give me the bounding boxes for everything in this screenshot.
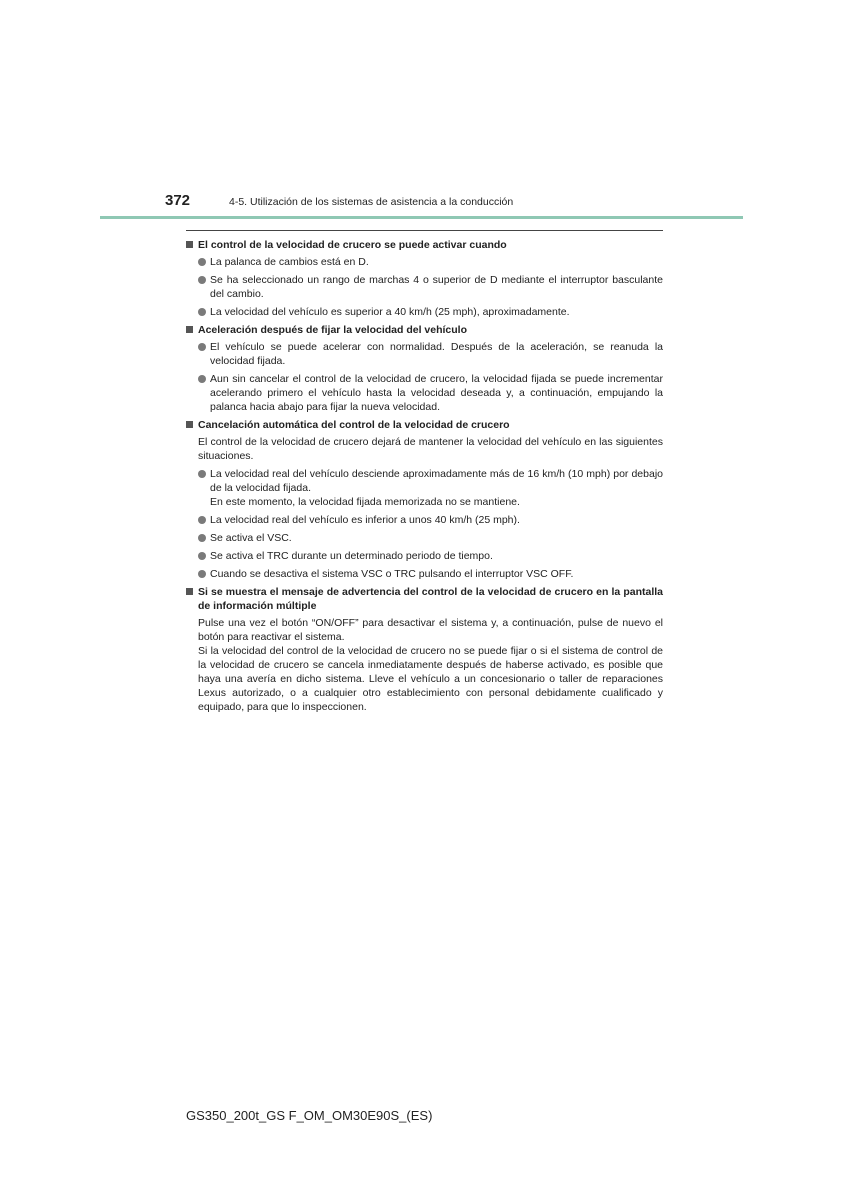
section-activation [186,238,663,319]
circle-bullet-icon [198,258,206,266]
bullet-list [186,340,663,414]
list-item: El vehículo se puede acelerar con normalidad. Después de la aceleración, se reanuda la velocidad fijada. [198,340,663,368]
circle-bullet-icon [198,552,206,560]
list-item: Se activa el TRC durante un determinado periodo de tiempo. [198,549,663,563]
circle-bullet-icon [198,308,206,316]
page-content [186,230,663,716]
section-auto-cancel [186,418,663,581]
square-bullet-icon [186,326,193,333]
circle-bullet-icon [198,343,206,351]
header-rule [100,216,743,219]
bullet-list [186,467,663,581]
list-item: Cuando se desactiva el sistema VSC o TRC pulsando el interruptor VSC OFF. [198,567,663,581]
circle-bullet-icon [198,570,206,578]
section-acceleration [186,323,663,414]
section-title: 4-5. Utilización de los sistemas de asistencia a la conducción [229,196,514,208]
square-bullet-icon [186,241,193,248]
list-item: Se activa el VSC. [198,531,663,545]
section-heading: Cancelación automática del control de la velocidad de crucero [186,418,663,432]
section-warning [186,585,663,714]
section-heading: Aceleración después de fijar la velocidad del vehículo [186,323,663,337]
footer-doc-code: GS350_200t_GS F_OM_OM30E90S_(ES) [186,1108,433,1123]
page-header [0,190,848,220]
list-item: La palanca de cambios está en D. [198,255,663,269]
list-item: Aun sin cancelar el control de la velocidad de crucero, la velocidad fijada se puede incrementar acelerando primero el vehículo hasta la velocidad deseada y, a continuación, empujando la palanca hacia abajo para fijar la nueva velocidad. [198,372,663,414]
circle-bullet-icon [198,276,206,284]
paragraph: Pulse una vez el botón “ON/OFF” para desactivar el sistema y, a continuación, pulse de nuevo el botón para reactivar el sistema. Si la velocidad del control de la velocidad de crucero no se puede fijar o si el sistema de control de la velocidad de crucero se cancela inmediatamente después de haberse activado, es posible que haya una avería en dicho sistema. Lleve el vehículo a un concesionario o taller de reparaciones Lexus autorizado, o a cualquier otro establecimiento con personal debidamente cualificado y equipado, para que lo inspeccionen. [198,617,663,713]
section-heading: Si se muestra el mensaje de advertencia del control de la velocidad de crucero en la pantalla de información múltiple [186,585,663,613]
circle-bullet-icon [198,534,206,542]
list-item: La velocidad real del vehículo desciende aproximadamente más de 16 km/h (10 mph) por debajo de la velocidad fijada. En este momento, la velocidad fijada memorizada no se mantiene. [198,467,663,509]
page-number: 372 [165,192,191,209]
list-item: Se ha seleccionado un rango de marchas 4 o superior de D mediante el interruptor basculante del cambio. [198,273,663,301]
list-item: La velocidad del vehículo es superior a 40 km/h (25 mph), aproximadamente. [198,305,663,319]
square-bullet-icon [186,421,193,428]
bullet-list [186,255,663,319]
square-bullet-icon [186,588,193,595]
circle-bullet-icon [198,470,206,478]
section-intro: El control de la velocidad de crucero dejará de mantener la velocidad del vehículo en las siguientes situaciones. [198,436,663,462]
bullet-note: En este momento, la velocidad fijada memorizada no se mantiene. [210,496,520,508]
list-item: La velocidad real del vehículo es inferior a unos 40 km/h (25 mph). [198,513,663,527]
section-heading: El control de la velocidad de crucero se puede activar cuando [186,238,663,252]
circle-bullet-icon [198,375,206,383]
circle-bullet-icon [198,516,206,524]
